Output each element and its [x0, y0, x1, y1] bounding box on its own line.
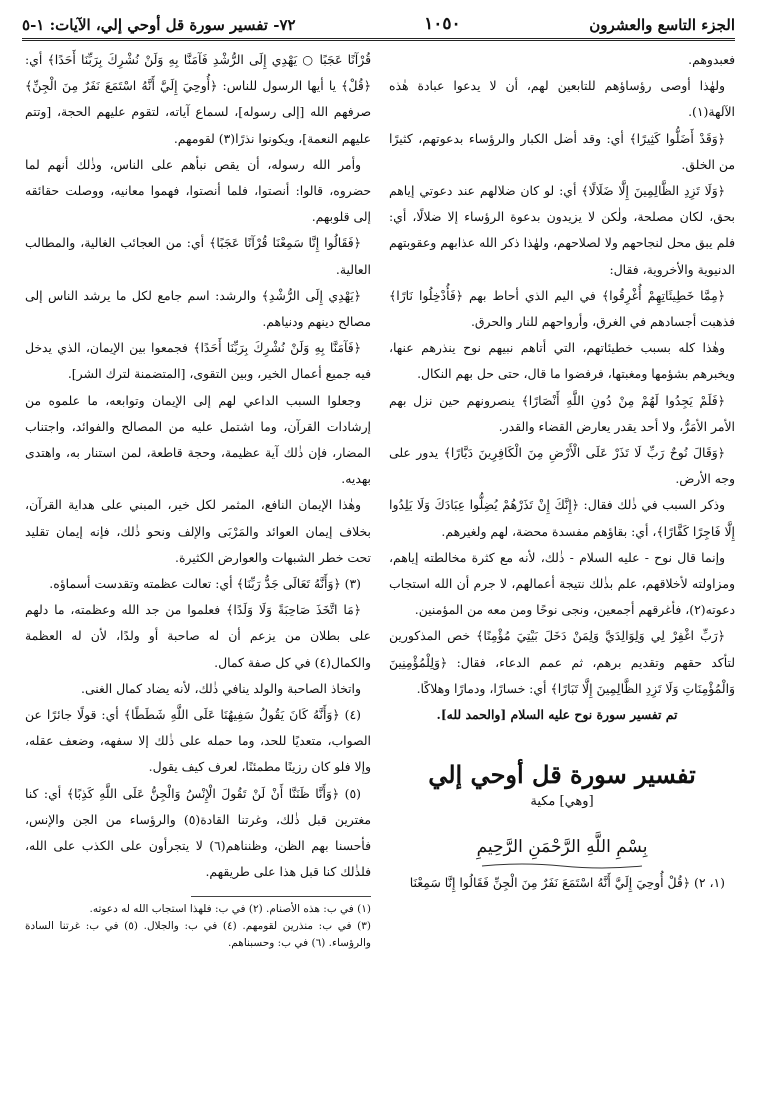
page-number: ١٠٥٠	[424, 14, 461, 34]
paragraph: (٤) ﴿وَأَنَّهُ كَانَ يَقُولُ سَفِيهُنَا عَلَى اللَّهِ شَطَطًا﴾ أي: قولًا جائرًا عن الصواب، متعديًا للحد، وما حمله على ذٰلك إلا سفهه، وضعف عقله، وإلا فلو كان رزينًا مطمئنًا، لعرف كيف يقول.	[25, 707, 371, 775]
paragraph: ﴿رَبِّ اغْفِرْ لِي وَلِوَالِدَيَّ وَلِمَنْ دَخَلَ بَيْتِيَ مُؤْمِنًا﴾ خص المذكورين لتأكد حقهم وتقديم برهم، ثم عمم الدعاء، فقال: ﴿وَلِلْمُؤْمِنِينَ وَالْمُؤْمِنَاتِ وَلَا تَزِدِ الظَّالِمِينَ إِلَّا تَبَارًا﴾ أي: خسارًا، ودمارًا وهلاكًا.	[389, 628, 735, 696]
paragraph: ﴿مِمَّا خَطِيئَاتِهِمْ أُغْرِقُوا﴾ في اليم الذي أحاط بهم ﴿فَأُدْخِلُوا نَارًا﴾ فذهبت أجسادهم في الغرق، وأرواحهم للنار والحرق.	[389, 287, 735, 330]
paragraph: ﴿وَقَالَ نُوحٌ رَبِّ لَا تَذَرْ عَلَى الْأَرْضِ مِنَ الْكَافِرِينَ دَيَّارًا﴾ يدور على وجه الأرض.	[389, 445, 735, 487]
paragraph: ﴿وَلَا تَزِدِ الظَّالِمِينَ إِلَّا ضَلَالًا﴾ أي: لو كان ضلالهم عند دعوتي إياهم بحق، لكان مصلحة، ولٰكن لا يزيدون بدعوة الرؤساء إلا ضلالًا، أي: فلم يبق محل لنجاحهم ولا لصلاحهم، ولهٰذا ذكر الله عذابهم وعقوبتهم الدنيوية والأخروية، فقال:	[389, 183, 735, 277]
juz-label: الجزء التاسع والعشرون	[589, 16, 735, 34]
paragraph: (٥) ﴿وَأَنَّا ظَنَنَّا أَنْ لَنْ تَقُولَ الْإِنْسُ وَالْجِنُّ عَلَى اللَّهِ كَذِبًا﴾ أي: كنا مغترين قبل ذٰلك، وغرتنا القادة(٥) والرؤساء من الجن والإنس، فأحسنا بهم الظن، وظنناهم(٦) لا يتجرأون على الكذب على الله، فلذٰلك كنا قبل هذا على طريقهم.	[25, 785, 371, 880]
surah-subtitle: [وهي] مكية	[530, 794, 594, 810]
paragraph: وهٰذا كله بسبب خطيئاتهم، التي أتاهم نبيهم نوح ينذرهم عنها، ويخبرهم بشؤمها ومغبتها، فرفضوا ما قال، حتى حل بهم النكال.	[389, 340, 735, 382]
paragraph: ولهٰذا أوصى رؤساؤهم للتابعين لهم، أن لا يدعوا عبادة هٰذه الآلهة(١).	[389, 78, 735, 120]
paragraph: وإنما قال نوح - عليه السلام - ذٰلك، لأنه مع كثرة مخالطته إياهم، ومزاولته لأخلاقهم، علم بذٰلك نتيجة أعمالهم، لا جرم أن الله استجاب دعوته(٢)، فأغرقهم أجمعين، ونجى نوحًا ومن معه من المؤمنين.	[389, 549, 735, 618]
paragraph: قُرْآنًا عَجَبًا ○ يَهْدِي إِلَى الرُّشْدِ فَآمَنَّا بِهِ وَلَنْ نُشْرِكَ بِرَبِّنَا أَحَدًا﴾ أي: ﴿قُلْ﴾ يا أيها الرسول للناس: ﴿أُوحِيَ إِلَيَّ أَنَّهُ اسْتَمَعَ نَفَرٌ مِنَ الْجِنِّ﴾ صرفهم الله [إلى رسوله]، لسماع آياته، لتقوم عليهم الحجة، [وتتم عليهم النعمة]، ويكونوا نذرًا(٣) لقومهم.	[25, 52, 371, 146]
paragraph: فعبدوهم.	[688, 52, 735, 67]
paragraph: واتخاذ الصاحبة والولد ينافي ذٰلك، لأنه يضاد كمال الغنى.	[81, 680, 361, 696]
surah-verses-label: ٧٢- تفسير سورة قل أوحي إلي، الآيات: ١-٥	[22, 16, 296, 34]
footnote-line: (٣) في ب: منذرين لقومهم. (٤) في ب: والجلال. (٥) في ب: غرتنا السادة والرؤساء. (٦) في ب: وحسبناهم.	[25, 919, 371, 949]
left-column	[25, 47, 371, 952]
paragraph: وجعلوا السبب الداعي لهم إلى الإيمان وتوابعه، ما علموه من إرشادات القرآن، وما اشتمل عليه من المصالح والفوائد، واجتناب المضار، فإن ذٰلك آية عظيمة، وحجة قاطعة، لمن استنار به، واهتدى بهديه.	[25, 392, 371, 487]
paragraph: (٣) ﴿وَأَنَّهُ تَعَالَى جَدُّ رَبِّنَا﴾ أي: تعالت عظمته وتقدست أسماؤه.	[49, 576, 361, 592]
basmala: بِسْمِ اللَّهِ الرَّحْمَنِ الرَّحِيمِ	[476, 837, 648, 858]
surah-title: تفسير سورة قل أوحي إلي	[428, 760, 696, 790]
paragraph: وذكر السبب في ذٰلك فقال: ﴿إِنَّكَ إِنْ تَذَرْهُمْ يُضِلُّوا عِبَادَكَ وَلَا يَلِدُوا إِلَّا فَاجِرًا كَفَّارًا﴾، أي: بقاؤهم مفسدة محضة، لهم ولغيرهم.	[389, 497, 735, 539]
paragraph: ﴿فَآمَنَّا بِهِ وَلَنْ نُشْرِكَ بِرَبِّنَا أَحَدًا﴾ فجمعوا بين الإيمان، الذي يدخل فيه جميع أعمال الخير، وبين التقوى، [المتضمنة لترك الشر].	[25, 340, 371, 382]
paragraph: ﴿فَقَالُوا إِنَّا سَمِعْنَا قُرْآنًا عَجَبًا﴾ أي: من العجائب الغالية، والمطالب العالية.	[25, 235, 371, 277]
footnote-line: (١) في ب: هذه الأصنام. (٢) في ب: فلهذا استجاب الله له دعوته.	[89, 902, 371, 915]
surah-end-note: تم تفسير سورة نوح عليه السلام [والحمد لله].	[436, 707, 678, 723]
paragraph: وأمر الله رسوله، أن يقص نبأهم على الناس، وذٰلك أنهم لما حضروه، قالوا: أنصتوا، فلما أنصتوا، فهموا معانيه، ووصلت حقائقه إلى قلوبهم.	[25, 156, 371, 225]
running-header	[22, 14, 735, 41]
paragraph: ﴿فَلَمْ يَجِدُوا لَهُمْ مِنْ دُونِ اللَّهِ أَنْصَارًا﴾ ينصرونهم حين نزل بهم الأمر الأمَرُّ، ولا أحد يقدر يعارض القضاء والقدر.	[389, 392, 735, 434]
footnotes	[25, 896, 371, 952]
paragraph: وهٰذا الإيمان النافع، المثمر لكل خير، المبني على هداية القرآن، بخلاف إيمان العوائد والمَرْبَى والإلف ونحو ذٰلك، فإنه إيمان تقليد تحت خطر الشبهات والعوارض الكثيرة.	[25, 497, 371, 565]
paragraph: ﴿يَهْدِي إِلَى الرُّشْدِ﴾ والرشد: اسم جامع لكل ما يرشد الناس إلى مصالح دينهم ودنياهم.	[25, 287, 371, 330]
basmala-ornament-icon	[477, 862, 647, 870]
paragraph: ﴿مَا اتَّخَذَ صَاحِبَةً وَلَا وَلَدًا﴾ فعلموا من جد الله وعظمته، ما دلهم على بطلان من يزعم أن له صاحبة أو ولدًا، لأن له العظمة والكمال(٤) في كل صفة كمال.	[25, 602, 371, 670]
right-column	[389, 47, 735, 952]
paragraph: ﴿وَقَدْ أَضَلُّوا كَثِيرًا﴾ أي: وقد أضل الكبار والرؤساء بدعوتهم، كثيرًا من الخلق.	[389, 130, 735, 172]
first-verse-start: (١، ٢) ﴿قُلْ أُوحِيَ إِلَيَّ أَنَّهُ اسْتَمَعَ نَفَرٌ مِنَ الْجِنِّ فَقَالُوا إِنَّا سَمِعْنَا	[409, 875, 725, 891]
two-column-body	[22, 47, 735, 952]
